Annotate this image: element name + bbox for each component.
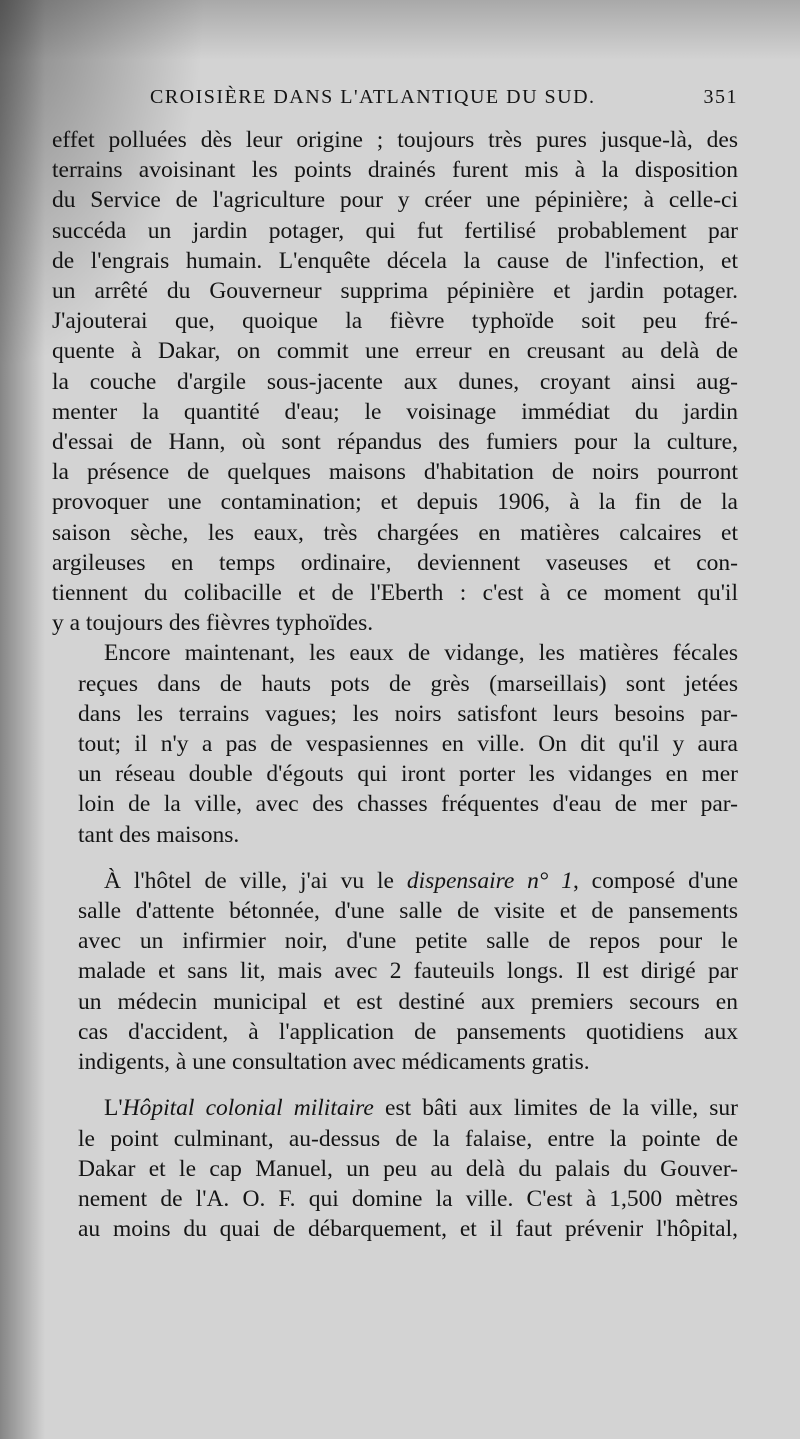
text-line: un arrêté du Gouverneur supprima pépinière et jardin potager. — [52, 278, 738, 305]
text-line: d'essai de Hann, où sont répandus des fumiers pour la culture, — [52, 429, 738, 456]
paragraph-3 — [52, 866, 738, 1077]
page-header — [52, 86, 738, 122]
text-line: saison sèche, les eaux, très chargées en matières calcaires et — [52, 519, 738, 546]
text-line: tiennent du colibacille et de l'Eberth : c'est à ce moment qu'il — [52, 580, 738, 607]
text-line: quente à Dakar, on commit une erreur en creusant au delà de — [52, 338, 738, 365]
text-line — [52, 1093, 738, 1123]
page-number: 351 — [703, 86, 738, 108]
paragraph-2 — [52, 638, 738, 849]
text-run: L' — [104, 1095, 123, 1122]
text-line: J'ajouterai que, quoique la fièvre typhoïde soit peu fré- — [52, 308, 738, 335]
text-line: un réseau double d'égouts qui iront porter les vidanges en mer — [78, 761, 738, 788]
text-line: tant des maisons. — [78, 821, 240, 848]
text-line: du Service de l'agriculture pour y créer une pépinière; à celle-ci — [52, 187, 738, 214]
text-line: provoquer une contamination; et depuis 1906, à la fin de la — [52, 489, 738, 516]
text-line: la présence de quelques maisons d'habitation de noirs pourront — [52, 459, 738, 486]
text-line: reçues dans de hauts pots de grès (marseillais) sont jetées — [78, 670, 738, 697]
italic-term: dispensaire n° 1 — [406, 867, 573, 894]
text-line: la couche d'argile sous-jacente aux dunes, croyant ainsi aug- — [52, 368, 738, 395]
text-run: , composé d'une — [572, 867, 738, 894]
text-line: tout; il n'y a pas de vespasiennes en ville. On dit qu'il y aura — [78, 731, 738, 758]
text-line: Dakar et le cap Manuel, un peu au delà du palais du Gouver- — [78, 1155, 738, 1182]
paragraph-1 — [52, 125, 738, 638]
text-line: nement de l'A. O. F. qui domine la ville. C'est à 1,500 mètres — [78, 1185, 738, 1212]
text-line: dans les terrains vagues; les noirs satisfont leurs besoins par- — [78, 700, 738, 727]
text-line: y a toujours des fièvres typhoïdes. — [52, 610, 374, 637]
text-line: un médecin municipal et est destiné aux premiers secours en — [78, 988, 738, 1015]
text-line: succéda un jardin potager, qui fut fertilisé probablement par — [52, 217, 738, 244]
text-line: avec un infirmier noir, d'une petite salle de repos pour le — [78, 928, 738, 955]
body-text — [52, 125, 738, 1244]
text-run: est bâti aux limites de la ville, sur — [373, 1095, 738, 1122]
text-line: Encore maintenant, les eaux de vidange, les matières fécales — [104, 640, 738, 667]
text-line: loin de la ville, avec des chasses fréquentes d'eau de mer par- — [78, 791, 738, 818]
text-line: au moins du quai de débarquement, et il faut prévenir l'hôpital, — [78, 1216, 738, 1243]
text-line: menter la quantité d'eau; le voisinage immédiat du jardin — [52, 398, 738, 425]
text-run: À l'hôtel de ville, j'ai vu le — [104, 867, 407, 894]
text-line: malade et sans lit, mais avec 2 fauteuils longs. Il est dirigé par — [78, 958, 738, 985]
paragraph-4 — [52, 1093, 738, 1244]
italic-term: Hôpital colonial militaire — [122, 1095, 374, 1122]
text-line: de l'engrais humain. L'enquête décela la cause de l'infection, et — [52, 247, 738, 274]
text-line: argileuses en temps ordinaire, deviennent vaseuses et con- — [52, 549, 738, 576]
text-line: indigents, à une consultation avec médicaments gratis. — [78, 1049, 590, 1076]
running-head: CROISIÈRE DANS L'ATLANTIQUE DU SUD. — [150, 86, 596, 108]
text-line — [52, 866, 738, 896]
text-line: cas d'accident, à l'application de pansements quotidiens aux — [78, 1018, 738, 1045]
text-line: le point culminant, au-dessus de la falaise, entre la pointe de — [78, 1125, 738, 1152]
text-line: effet polluées dès leur origine ; toujours très pures jusque-là, des — [52, 127, 738, 153]
text-line: salle d'attente bétonnée, d'une salle de visite et de pansements — [78, 898, 738, 925]
text-line: terrains avoisinant les points drainés furent mis à la disposition — [52, 157, 738, 184]
